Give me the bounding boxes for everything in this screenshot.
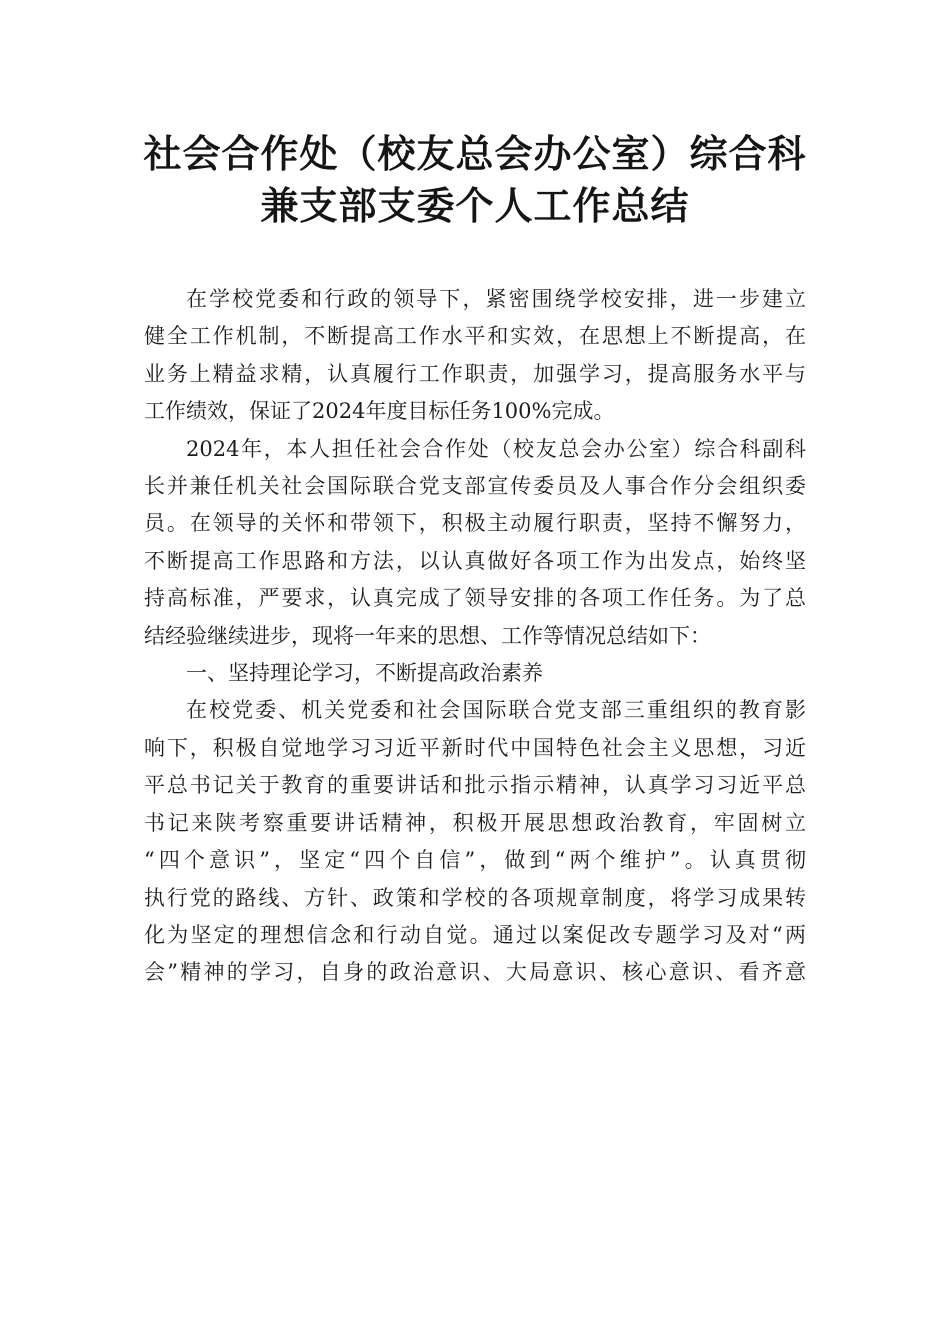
text-line: 结经验继续进步，现将一年来的思想、工作等情况总结如下： [144,623,711,648]
document-body [144,281,806,992]
paragraph-intro [144,281,806,431]
text-line: 健全工作机制，不断提高工作水平和实效，在思想上不断提高，在 [144,324,806,349]
text-line: 2024年，本人担任社会合作处（校友总会办公室）综合科副科 [186,436,806,461]
title-line: 社会合作处（校友总会办公室）综合科 [143,132,807,176]
text-line: 业务上精益求精，认真履行工作职责，加强学习，提高服务水平与 [144,361,806,386]
text-line: 在校党委、机关党委和社会国际联合党支部三重组织的教育影 [186,698,806,723]
text-line: 不断提高工作思路和方法，以认真做好各项工作为出发点，始终坚 [144,548,806,573]
document-title [100,128,850,232]
text-line: 员。在领导的关怀和带领下，积极主动履行职责，坚持不懈努力， [144,511,806,536]
text-line: 平总书记关于教育的重要讲话和批示指示精神，认真学习习近平总 [144,773,806,798]
text-line: “四个意识”，坚定“四个自信”，做到“两个维护”。认真贯彻 [144,848,806,873]
title-line: 兼支部支委个人工作总结 [260,184,690,228]
text-line: 化为坚定的理想信念和行动自觉。通过以案促改专题学习及对“两 [144,922,806,947]
text-line: 持高标准，严要求，认真完成了领导安排的各项工作任务。为了总 [144,586,806,611]
text-line: 响下，积极自觉地学习习近平新时代中国特色社会主义思想，习近 [144,735,806,760]
text-line: 执行党的路线、方针、政策和学校的各项规章制度，将学习成果转 [144,885,806,910]
text-line: 工作绩效，保证了2024年度目标任务100%完成。 [144,399,615,424]
text-line: 在学校党委和行政的领导下，紧密围绕学校安排，进一步建立 [186,287,806,311]
text-line: 书记来陕考察重要讲话精神，积极开展思想政治教育，牢固树立 [144,810,806,835]
text-line: 长并兼任机关社会国际联合党支部宣传委员及人事合作分会组织委 [144,474,806,499]
paragraph-study [144,692,806,991]
section-heading-text: 一、坚持理论学习，不断提高政治素养 [186,661,543,686]
section-heading [144,655,806,692]
paragraph-role [144,431,806,655]
text-line: 会”精神的学习，自身的政治意识、大局意识、核心意识、看齐意 [144,960,806,985]
